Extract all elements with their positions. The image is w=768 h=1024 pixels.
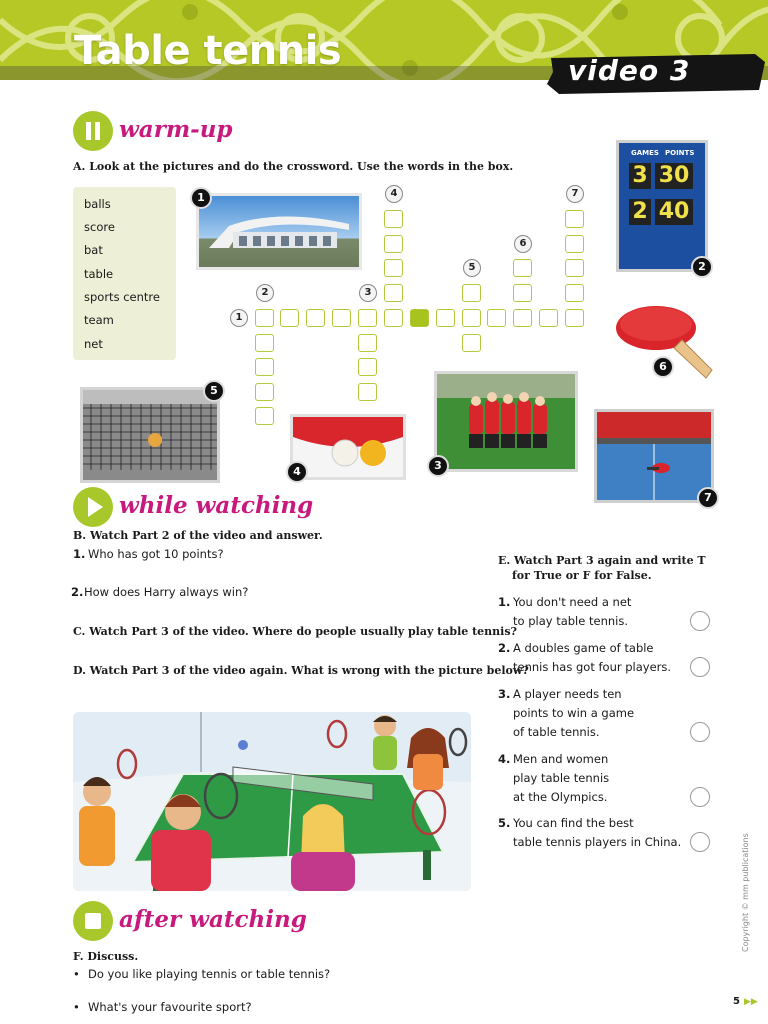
true-false-statement: to play table tennis. <box>513 614 628 628</box>
instruction-a: A. Look at the pictures and do the crossword. Use the words in the box. <box>73 160 514 173</box>
word-item: team <box>84 313 114 327</box>
picture-number: 7 <box>697 487 719 509</box>
crossword-cell[interactable] <box>462 334 481 352</box>
crossword-cell[interactable] <box>384 309 403 327</box>
answer-circle-1[interactable] <box>690 611 710 631</box>
true-false-statement: You can find the best <box>513 816 634 830</box>
page-title: Table tennis <box>74 28 342 74</box>
table-picture <box>594 409 714 503</box>
crossword-cell[interactable] <box>462 284 481 302</box>
crossword-cell[interactable] <box>255 407 274 425</box>
crossword-cell[interactable] <box>332 309 351 327</box>
picture-number: 4 <box>286 461 308 483</box>
while-watching-title: while watching <box>119 492 314 519</box>
picture-number: 2 <box>691 256 713 278</box>
crossword-clue-number: 2 <box>256 284 274 302</box>
true-false-statement: of table tennis. <box>513 725 600 739</box>
crossword-cell[interactable] <box>513 259 532 277</box>
crossword-cell[interactable] <box>255 334 274 352</box>
question-number: 5. <box>498 816 511 830</box>
true-false-statement: You don't need a net <box>513 595 632 609</box>
crossword-cell[interactable] <box>565 284 584 302</box>
instruction-f: F. Discuss. <box>73 950 139 963</box>
true-false-statement: A doubles game of table <box>513 641 654 655</box>
instruction-d: D. Watch Part 3 of the video again. What is wrong with the picture below? <box>73 664 529 677</box>
crossword-cell[interactable] <box>384 259 403 277</box>
instruction-e-line2: for True or F for False. <box>512 569 652 582</box>
word-item: net <box>84 337 103 351</box>
word-item: table <box>84 267 114 281</box>
page-number: 5 <box>733 996 740 1007</box>
instruction-b: B. Watch Part 2 of the video and answer. <box>73 529 323 542</box>
crossword-clue-number: 6 <box>514 235 532 253</box>
crossword-cell[interactable] <box>436 309 455 327</box>
crossword-cell[interactable] <box>513 284 532 302</box>
crossword-cell[interactable] <box>487 309 506 327</box>
crossword-cell[interactable] <box>565 309 584 327</box>
pause-icon <box>73 111 113 151</box>
crossword-clue-number: 7 <box>566 185 584 203</box>
picture-number: 6 <box>652 356 674 378</box>
sports-centre-picture <box>196 193 362 270</box>
scoreboard-digit: 2 <box>629 199 651 225</box>
question-number: 3. <box>498 687 511 701</box>
crossword-cell[interactable] <box>280 309 299 327</box>
scoreboard-digit: 3 <box>629 163 651 189</box>
crossword-cell[interactable] <box>358 383 377 401</box>
question-number: 1. <box>73 547 86 561</box>
crossword-cell[interactable] <box>255 358 274 376</box>
question-number: 4. <box>498 752 511 766</box>
answer-circle-3[interactable] <box>690 722 710 742</box>
crossword-blank-cell <box>410 309 429 327</box>
question-b2: How does Harry always win? <box>84 585 249 599</box>
crossword-cell[interactable] <box>462 309 481 327</box>
crossword-cell[interactable] <box>565 235 584 253</box>
true-false-statement: tennis has got four players. <box>513 660 672 674</box>
crossword-clue-number: 3 <box>359 284 377 302</box>
crossword-cell[interactable] <box>306 309 325 327</box>
picture-number: 5 <box>203 380 225 402</box>
crossword-cell[interactable] <box>513 309 532 327</box>
word-item: bat <box>84 243 103 257</box>
crossword-cell[interactable] <box>358 334 377 352</box>
word-item: sports centre <box>84 290 160 304</box>
team-picture <box>434 371 578 472</box>
true-false-statement: points to win a game <box>513 706 635 720</box>
question-number: 2. <box>498 641 511 655</box>
true-false-statement: at the Olympics. <box>513 790 608 804</box>
crossword-clue-number: 5 <box>463 259 481 277</box>
forward-arrow-icon: ▶▶ <box>744 997 758 1007</box>
question-number: 1. <box>498 595 511 609</box>
crossword-cell[interactable] <box>358 358 377 376</box>
net-picture <box>80 387 220 483</box>
discussion-question-2: What's your favourite sport? <box>88 1000 252 1014</box>
crossword-cell[interactable] <box>384 235 403 253</box>
crossword-cell[interactable] <box>358 309 377 327</box>
bullet: • <box>73 1000 80 1014</box>
crossword-cell[interactable] <box>539 309 558 327</box>
word-item: score <box>84 220 115 234</box>
word-item: balls <box>84 197 111 211</box>
crossword-cell[interactable] <box>255 309 274 327</box>
picture-number: 3 <box>427 455 449 477</box>
after-watching-title: after watching <box>119 906 307 933</box>
copyright-notice: Copyright © mm publications <box>741 833 750 952</box>
true-false-statement: A player needs ten <box>513 687 622 701</box>
crossword-clue-number: 1 <box>230 309 248 327</box>
scoreboard-digit: 40 <box>655 199 693 225</box>
table-tennis-illustration <box>73 712 471 891</box>
warmup-title: warm-up <box>119 116 233 143</box>
answer-circle-4[interactable] <box>690 787 710 807</box>
instruction-c: C. Watch Part 3 of the video. Where do people usually play table tennis? <box>73 625 517 638</box>
true-false-statement: table tennis players in China. <box>513 835 682 849</box>
crossword-cell[interactable] <box>384 210 403 228</box>
scoreboard-games-label: GAMES <box>631 149 659 157</box>
true-false-statement: Men and women <box>513 752 609 766</box>
video-label: video 3 <box>568 54 691 87</box>
crossword-cell[interactable] <box>565 210 584 228</box>
scoreboard-points-label: POINTS <box>665 149 695 157</box>
crossword-cell[interactable] <box>384 284 403 302</box>
true-false-statement: play table tennis <box>513 771 610 785</box>
stop-icon <box>73 901 113 941</box>
answer-circle-2[interactable] <box>690 657 710 677</box>
bullet: • <box>73 967 80 981</box>
answer-circle-5[interactable] <box>690 832 710 852</box>
scoreboard-picture <box>616 140 708 272</box>
crossword-cell[interactable] <box>255 383 274 401</box>
question-number: 2. <box>71 585 84 599</box>
crossword-clue-number: 4 <box>385 185 403 203</box>
question-b1: Who has got 10 points? <box>88 547 224 561</box>
discussion-question-1: Do you like playing tennis or table tennis? <box>88 967 331 981</box>
play-icon <box>73 487 113 527</box>
instruction-e-line1: E. Watch Part 3 again and write T <box>498 554 706 567</box>
crossword-cell[interactable] <box>565 259 584 277</box>
picture-number: 1 <box>190 187 212 209</box>
scoreboard-digit: 30 <box>655 163 693 189</box>
